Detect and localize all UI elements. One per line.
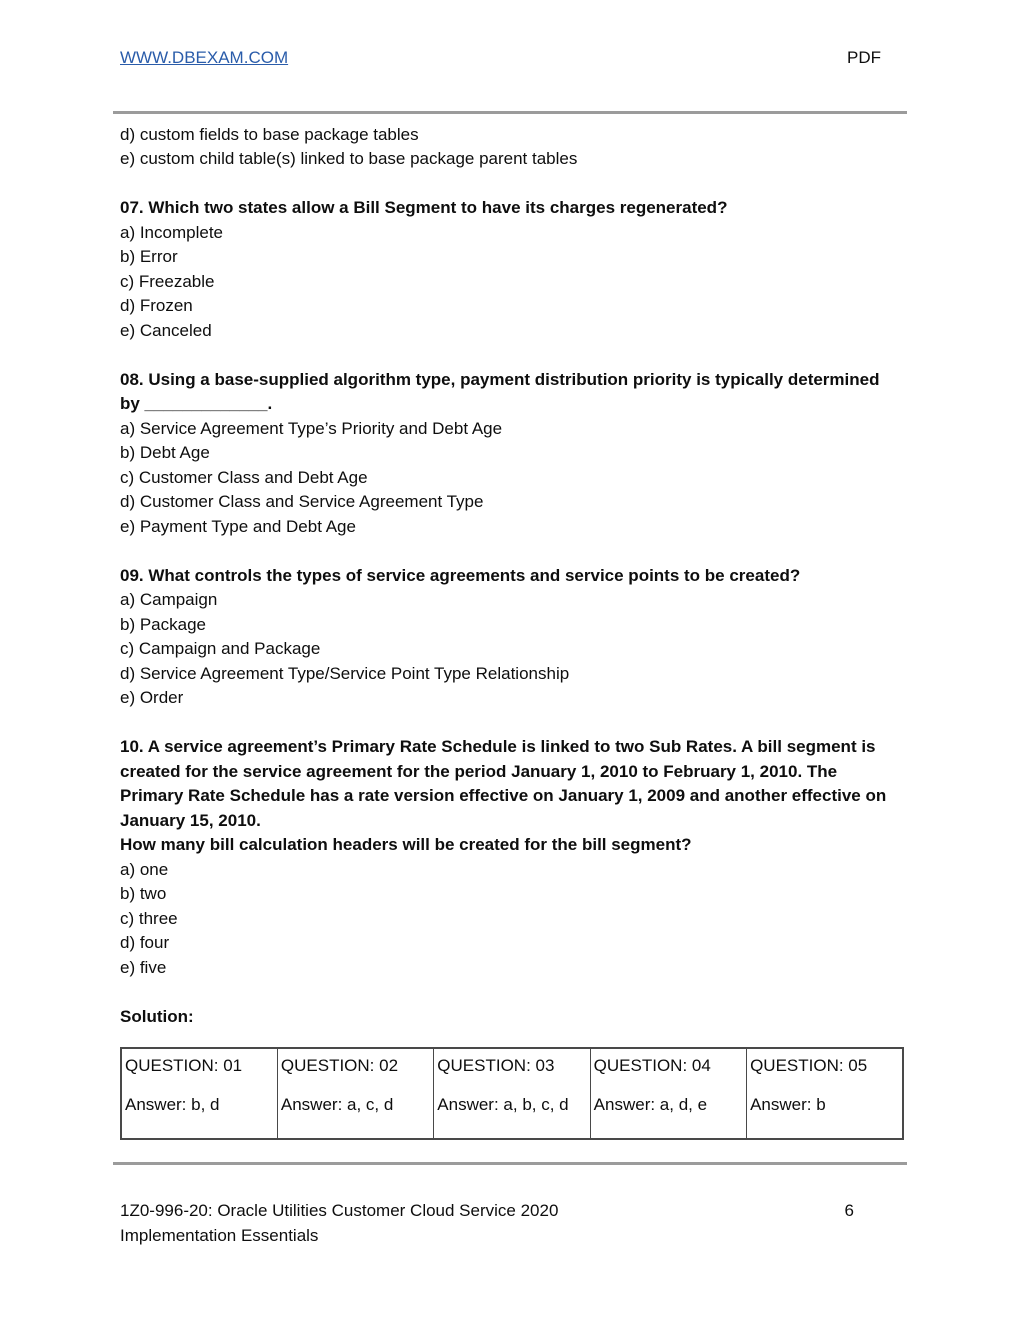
option-line: d) Customer Class and Service Agreement Type <box>120 492 484 511</box>
question-number-label: QUESTION: 04 <box>593 1056 711 1075</box>
option-line: e) custom child table(s) linked to base package parent tables <box>120 149 578 168</box>
option-line: c) Freezable <box>120 271 215 291</box>
solution-cell-q05 <box>747 1048 903 1139</box>
solution-cell-q04 <box>590 1048 746 1139</box>
option-line: d) custom fields to base package tables <box>120 124 419 144</box>
option-line: b) Debt Age <box>120 443 210 462</box>
question-number-label: QUESTION: 02 <box>280 1056 399 1075</box>
page-number: 6 <box>844 1201 854 1220</box>
answer-label: Answer: a, b, c, d <box>437 1095 569 1114</box>
option-line: a) Service Agreement Type’s Priority and Debt Age <box>120 418 503 438</box>
question-number-label: QUESTION: 05 <box>750 1056 868 1075</box>
option-line: a) Incomplete <box>120 222 223 242</box>
option-line: d) four <box>120 933 170 952</box>
footer-course-title <box>120 1199 558 1248</box>
option-line: e) Payment Type and Debt Age <box>120 516 356 536</box>
question-09 <box>120 564 904 711</box>
option-line: e) Canceled <box>120 320 212 340</box>
option-line: e) Order <box>120 688 184 707</box>
option-line: d) Frozen <box>120 296 193 315</box>
solution-heading: Solution: <box>120 1006 194 1026</box>
doc-type-label: PDF <box>847 48 881 67</box>
option-line: e) five <box>120 957 167 977</box>
option-line: c) Customer Class and Debt Age <box>120 467 368 487</box>
footer-course-line2: Implementation Essentials <box>120 1225 319 1245</box>
solution-cell-q02 <box>277 1048 433 1139</box>
solution-table-row <box>121 1048 903 1139</box>
question-10 <box>120 735 904 980</box>
option-line: b) Error <box>120 247 178 266</box>
solution-cell-q03 <box>434 1048 590 1139</box>
answer-label: Answer: b <box>750 1095 826 1114</box>
page-header <box>120 46 904 71</box>
question-07 <box>120 196 904 343</box>
option-line: c) three <box>120 908 178 928</box>
question-prompt: 07. Which two states allow a Bill Segment to have its charges regenerated? <box>120 198 728 217</box>
answer-label: Answer: a, d, e <box>593 1095 708 1114</box>
site-link[interactable]: WWW.DBEXAM.COM <box>120 48 289 67</box>
solution-table <box>120 1047 904 1140</box>
option-line: b) two <box>120 884 167 903</box>
solution-cell-q01 <box>121 1048 277 1139</box>
question-prompt: 09. What controls the types of service agreements and service points to be created? <box>120 565 801 585</box>
question-prompt: 10. A service agreement’s Primary Rate Schedule is linked to two Sub Rates. A bill segment is created for the service agreement for the period January 1, 2010 to February 1, 2010. The Primary Rate Schedule has a rate version effective on January 1, 2009 and another effective on January 15, 2010. <box>120 737 887 830</box>
option-line: a) Campaign <box>120 590 218 609</box>
option-line: a) one <box>120 859 169 879</box>
answer-label: Answer: b, d <box>125 1095 220 1114</box>
answer-label: Answer: a, c, d <box>280 1095 394 1114</box>
question-08 <box>120 368 904 540</box>
question-number-label: QUESTION: 01 <box>125 1056 243 1075</box>
footer-course-line1: 1Z0-996-20: Oracle Utilities Customer Cloud Service 2020 <box>120 1201 559 1220</box>
previous-question-options <box>120 123 904 172</box>
question-prompt: 08. Using a base-supplied algorithm type, payment distribution priority is typically determined by _____________. <box>120 369 880 413</box>
option-line: d) Service Agreement Type/Service Point Type Relationship <box>120 663 570 683</box>
question-number-label: QUESTION: 03 <box>437 1056 555 1075</box>
page-footer <box>120 1199 904 1248</box>
option-line: c) Campaign and Package <box>120 639 321 658</box>
question-prompt-followup: How many bill calculation headers will be created for the bill segment? <box>120 835 692 854</box>
option-line: b) Package <box>120 614 206 634</box>
header-divider <box>113 111 907 114</box>
footer-divider <box>113 1162 907 1165</box>
